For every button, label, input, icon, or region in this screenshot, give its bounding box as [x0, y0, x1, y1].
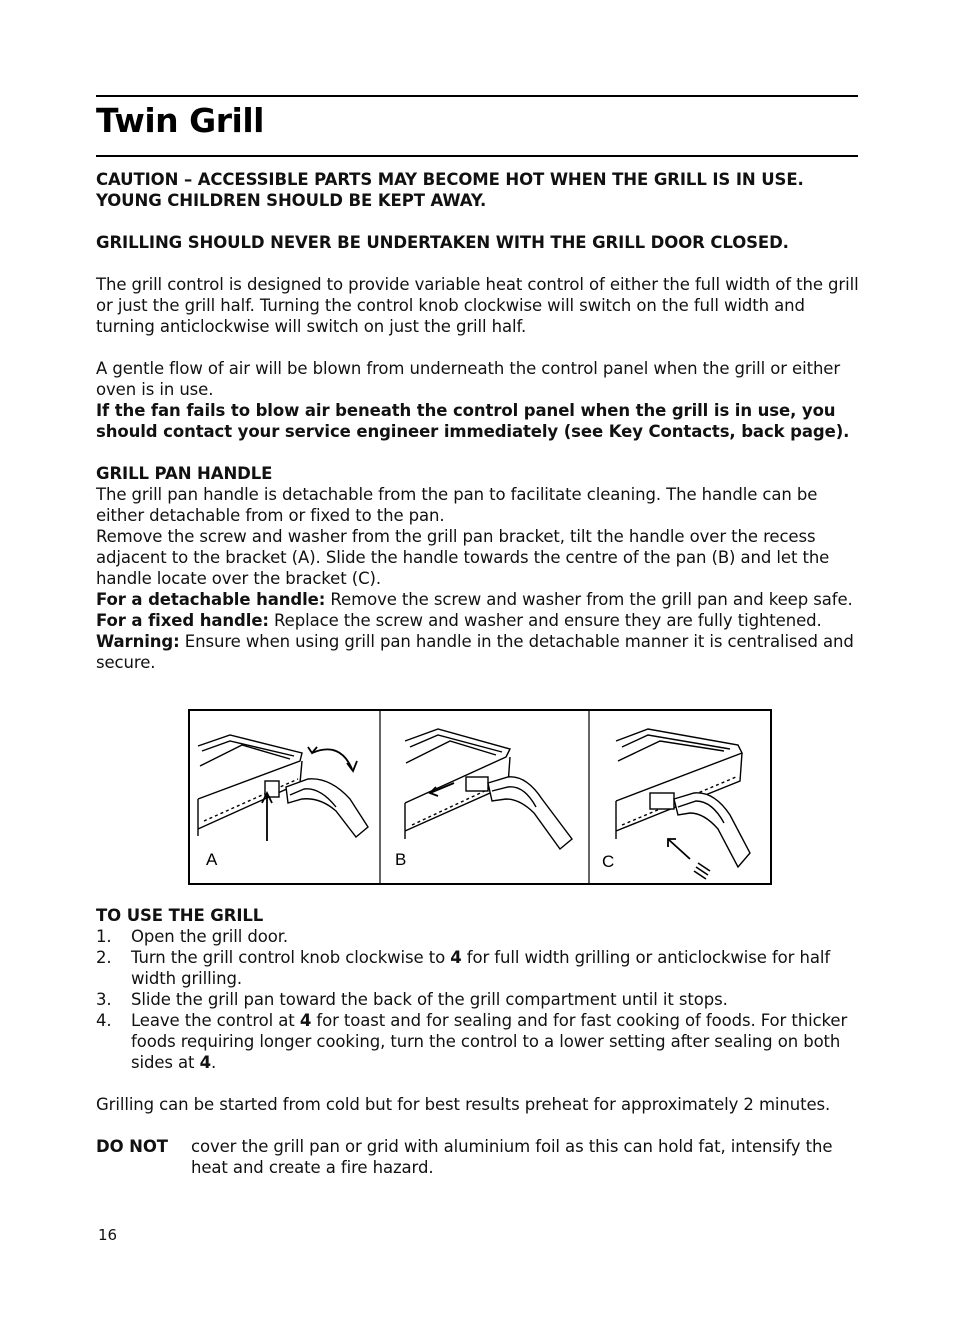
list-item: 3. Slide the grill pan toward the back of the grill compartment until it stops. — [96, 990, 728, 1009]
page-title: Twin Grill — [96, 101, 264, 140]
fixed-label: For a fixed handle: — [96, 611, 269, 630]
detachable-label: For a detachable handle: — [96, 590, 326, 609]
fan-warning: If the fan fails to blow air beneath the control panel when the grill is in use, you should contact your service engineer immediately (see Key Contacts, back page). — [96, 401, 850, 441]
top-rule — [96, 95, 858, 97]
do-not-text: cover the grill pan or grid with aluminium foil as this can hold fat, intensify the heat and create a fire hazard. — [191, 1137, 833, 1177]
title-underline — [96, 155, 858, 157]
panel-label-b: B — [395, 850, 407, 869]
panel-label-a: A — [206, 850, 218, 869]
detachable-text: Remove the screw and washer from the grill pan and keep safe. — [325, 590, 853, 609]
warning-text: Ensure when using grill pan handle in the detachable manner it is centralised and secure. — [96, 632, 854, 672]
list-item: 1. Open the grill door. — [96, 927, 289, 946]
fixed-handle-note — [96, 610, 860, 631]
airflow-paragraph: A gentle flow of air will be blown from underneath the control panel when the grill or either oven is in use. — [96, 359, 841, 399]
handle-paragraph-2: Remove the screw and washer from the grill pan bracket, tilt the handle over the recess adjacent to the bracket (A). Slide the handle towards the centre of the pan (B) and let the handle locate over the bracket (C). — [96, 527, 830, 588]
preheat-paragraph: Grilling can be started from cold but for best results preheat for approximately 2 minutes. — [96, 1095, 831, 1114]
warning-label: Warning: — [96, 632, 180, 651]
handle-paragraph-1: The grill pan handle is detachable from the pan to facilitate cleaning. The handle can be either detachable from or fixed to the pan. — [96, 485, 818, 525]
grill-pan-handle-figure — [188, 709, 772, 885]
panel-a-drawing — [198, 735, 368, 841]
use-heading: TO USE THE GRILL — [96, 906, 264, 925]
list-item: 4. Leave the control at 4 for toast and for sealing and for fast cooking of foods. For thicker foods requiring longer cooking, turn the control to a lower setting after sealing on both sides at 4. — [96, 1011, 848, 1072]
use-steps — [96, 926, 860, 1073]
panel-label-c: C — [602, 852, 615, 871]
warning-note — [96, 631, 860, 673]
panel-c-drawing — [616, 729, 750, 879]
handle-illustration — [190, 711, 770, 883]
page-content — [96, 169, 860, 1178]
detachable-handle-note — [96, 589, 860, 610]
handle-heading: GRILL PAN HANDLE — [96, 464, 273, 483]
fixed-text: Replace the screw and washer and ensure they are fully tightened. — [268, 611, 822, 630]
door-warning: GRILLING SHOULD NEVER BE UNDERTAKEN WITH THE GRILL DOOR CLOSED. — [96, 233, 789, 252]
list-item: 2. Turn the grill control knob clockwise to 4 for full width grilling or anticlockwise for half width grilling. — [96, 948, 831, 988]
do-not-warning — [96, 1136, 860, 1178]
panel-b-drawing — [405, 729, 572, 849]
do-not-label: DO NOT — [96, 1137, 168, 1156]
caution-line-1: CAUTION – ACCESSIBLE PARTS MAY BECOME HOT WHEN THE GRILL IS IN USE. — [96, 170, 804, 189]
control-paragraph: The grill control is designed to provide variable heat control of either the full width of the grill or just the grill half. Turning the control knob clockwise will switch on the full width and turning anticlockwise will switch on just the grill half. — [96, 275, 859, 336]
page-number: 16 — [98, 1226, 118, 1244]
caution-line-2: YOUNG CHILDREN SHOULD BE KEPT AWAY. — [96, 191, 487, 210]
